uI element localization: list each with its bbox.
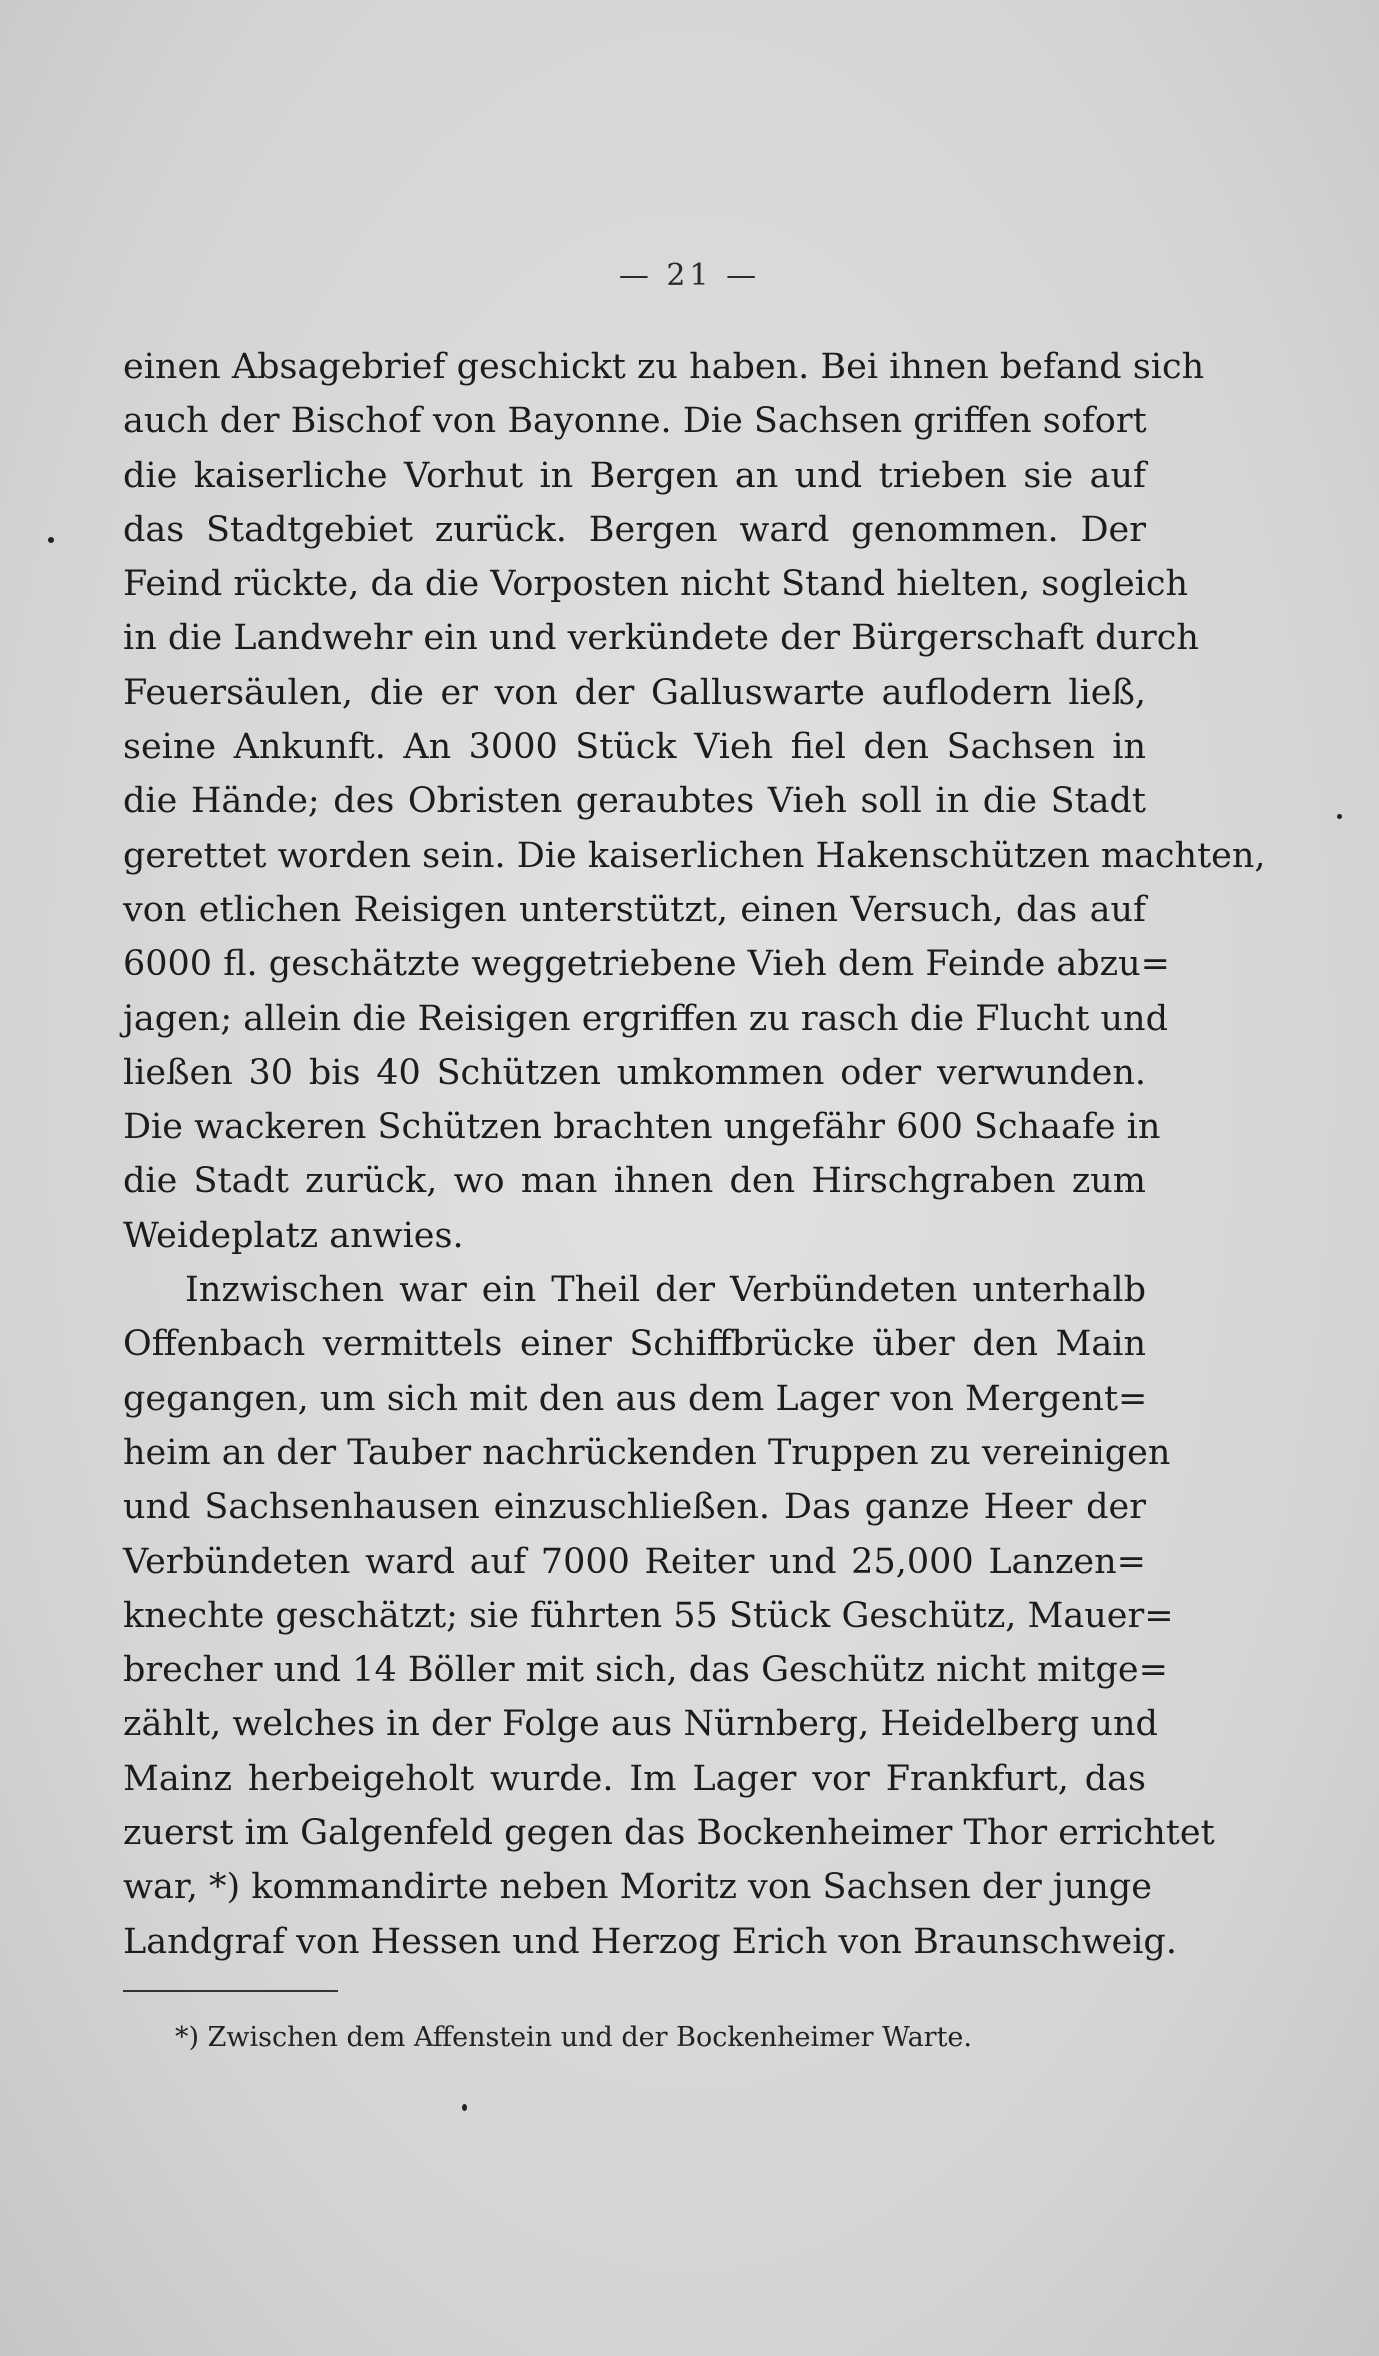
text-line: Die wackeren Schützen brachten ungefähr 600 Schaafe in: [123, 1107, 1161, 1148]
text-line: zuerst im Galgenfeld gegen das Bockenheimer Thor errichtet: [123, 1813, 1215, 1854]
text-line: gegangen, um sich mit den aus dem Lager von Mergent=: [123, 1378, 1148, 1419]
print-speck: [1337, 814, 1342, 819]
text-line: 6000 fl. geschätzte weggetriebene Vieh dem Feinde abzu=: [123, 944, 1170, 985]
text-line: einen Absagebrief geschickt zu haben. Bei ihnen befand sich: [123, 347, 1205, 387]
text-line: heim an der Tauber nachrückenden Truppen zu vereinigen: [123, 1432, 1171, 1473]
text-line: Feuersäulen, die er von der Galluswarte auflodern ließ,: [123, 672, 1146, 713]
text-line: ließen 30 bis 40 Schützen umkommen oder verwunden.: [123, 1052, 1146, 1093]
text-line: Feind rückte, da die Vorposten nicht Stand hielten, sogleich: [123, 564, 1188, 605]
page-number: — 21 —: [618, 258, 761, 293]
footnote-divider: [123, 1990, 338, 1992]
text-line: jagen; allein die Reisigen ergriffen zu rasch die Flucht und: [123, 998, 1168, 1039]
text-line: und Sachsenhausen einzuschließen. Das ganze Heer der: [123, 1487, 1146, 1528]
text-line: in die Landwehr ein und verkündete der Bürgerschaft durch: [123, 618, 1199, 659]
print-speck: [48, 537, 54, 543]
text-line: von etlichen Reisigen unterstützt, einen Versuch, das auf: [123, 889, 1146, 930]
text-line: Weideplatz anwies.: [123, 1215, 464, 1256]
text-line: Verbündeten ward auf 7000 Reiter und 25,000 Lanzen=: [123, 1541, 1146, 1582]
text-line: das Stadtgebiet zurück. Bergen ward genommen. Der: [123, 509, 1146, 550]
text-line: Inzwischen war ein Theil der Verbündeten unterhalb: [185, 1270, 1146, 1311]
text-line: brecher und 14 Böller mit sich, das Geschütz nicht mitge=: [123, 1650, 1168, 1691]
text-line: die Stadt zurück, wo man ihnen den Hirschgraben zum: [123, 1161, 1146, 1202]
footnote: *) Zwischen dem Affenstein und der Bockenheimer Warte.: [175, 2022, 972, 2053]
text-line: die kaiserliche Vorhut in Bergen an und trieben sie auf: [123, 455, 1146, 496]
text-line: war, *) kommandirte neben Moritz von Sachsen der junge: [123, 1867, 1152, 1908]
text-line: gerettet worden sein. Die kaiserlichen Hakenschützen machten,: [123, 835, 1266, 876]
text-line: zählt, welches in der Folge aus Nürnberg, Heidelberg und: [123, 1704, 1158, 1745]
text-line: Mainz herbeigeholt wurde. Im Lager vor Frankfurt, das: [123, 1758, 1146, 1799]
text-line: Landgraf von Hessen und Herzog Erich von Braunschweig.: [123, 1921, 1177, 1962]
text-line: knechte geschätzt; sie führten 55 Stück Geschütz, Mauer=: [123, 1595, 1174, 1636]
text-line: Offenbach vermittels einer Schiffbrücke über den Main: [123, 1324, 1146, 1365]
text-line: die Hände; des Obristen geraubtes Vieh soll in die Stadt: [123, 781, 1146, 822]
text-line: auch der Bischof von Bayonne. Die Sachsen griffen sofort: [123, 401, 1147, 442]
print-speck: [462, 2104, 467, 2111]
body-text: [123, 340, 1266, 1969]
text-line: seine Ankunft. An 3000 Stück Vieh fiel den Sachsen in: [123, 727, 1146, 768]
